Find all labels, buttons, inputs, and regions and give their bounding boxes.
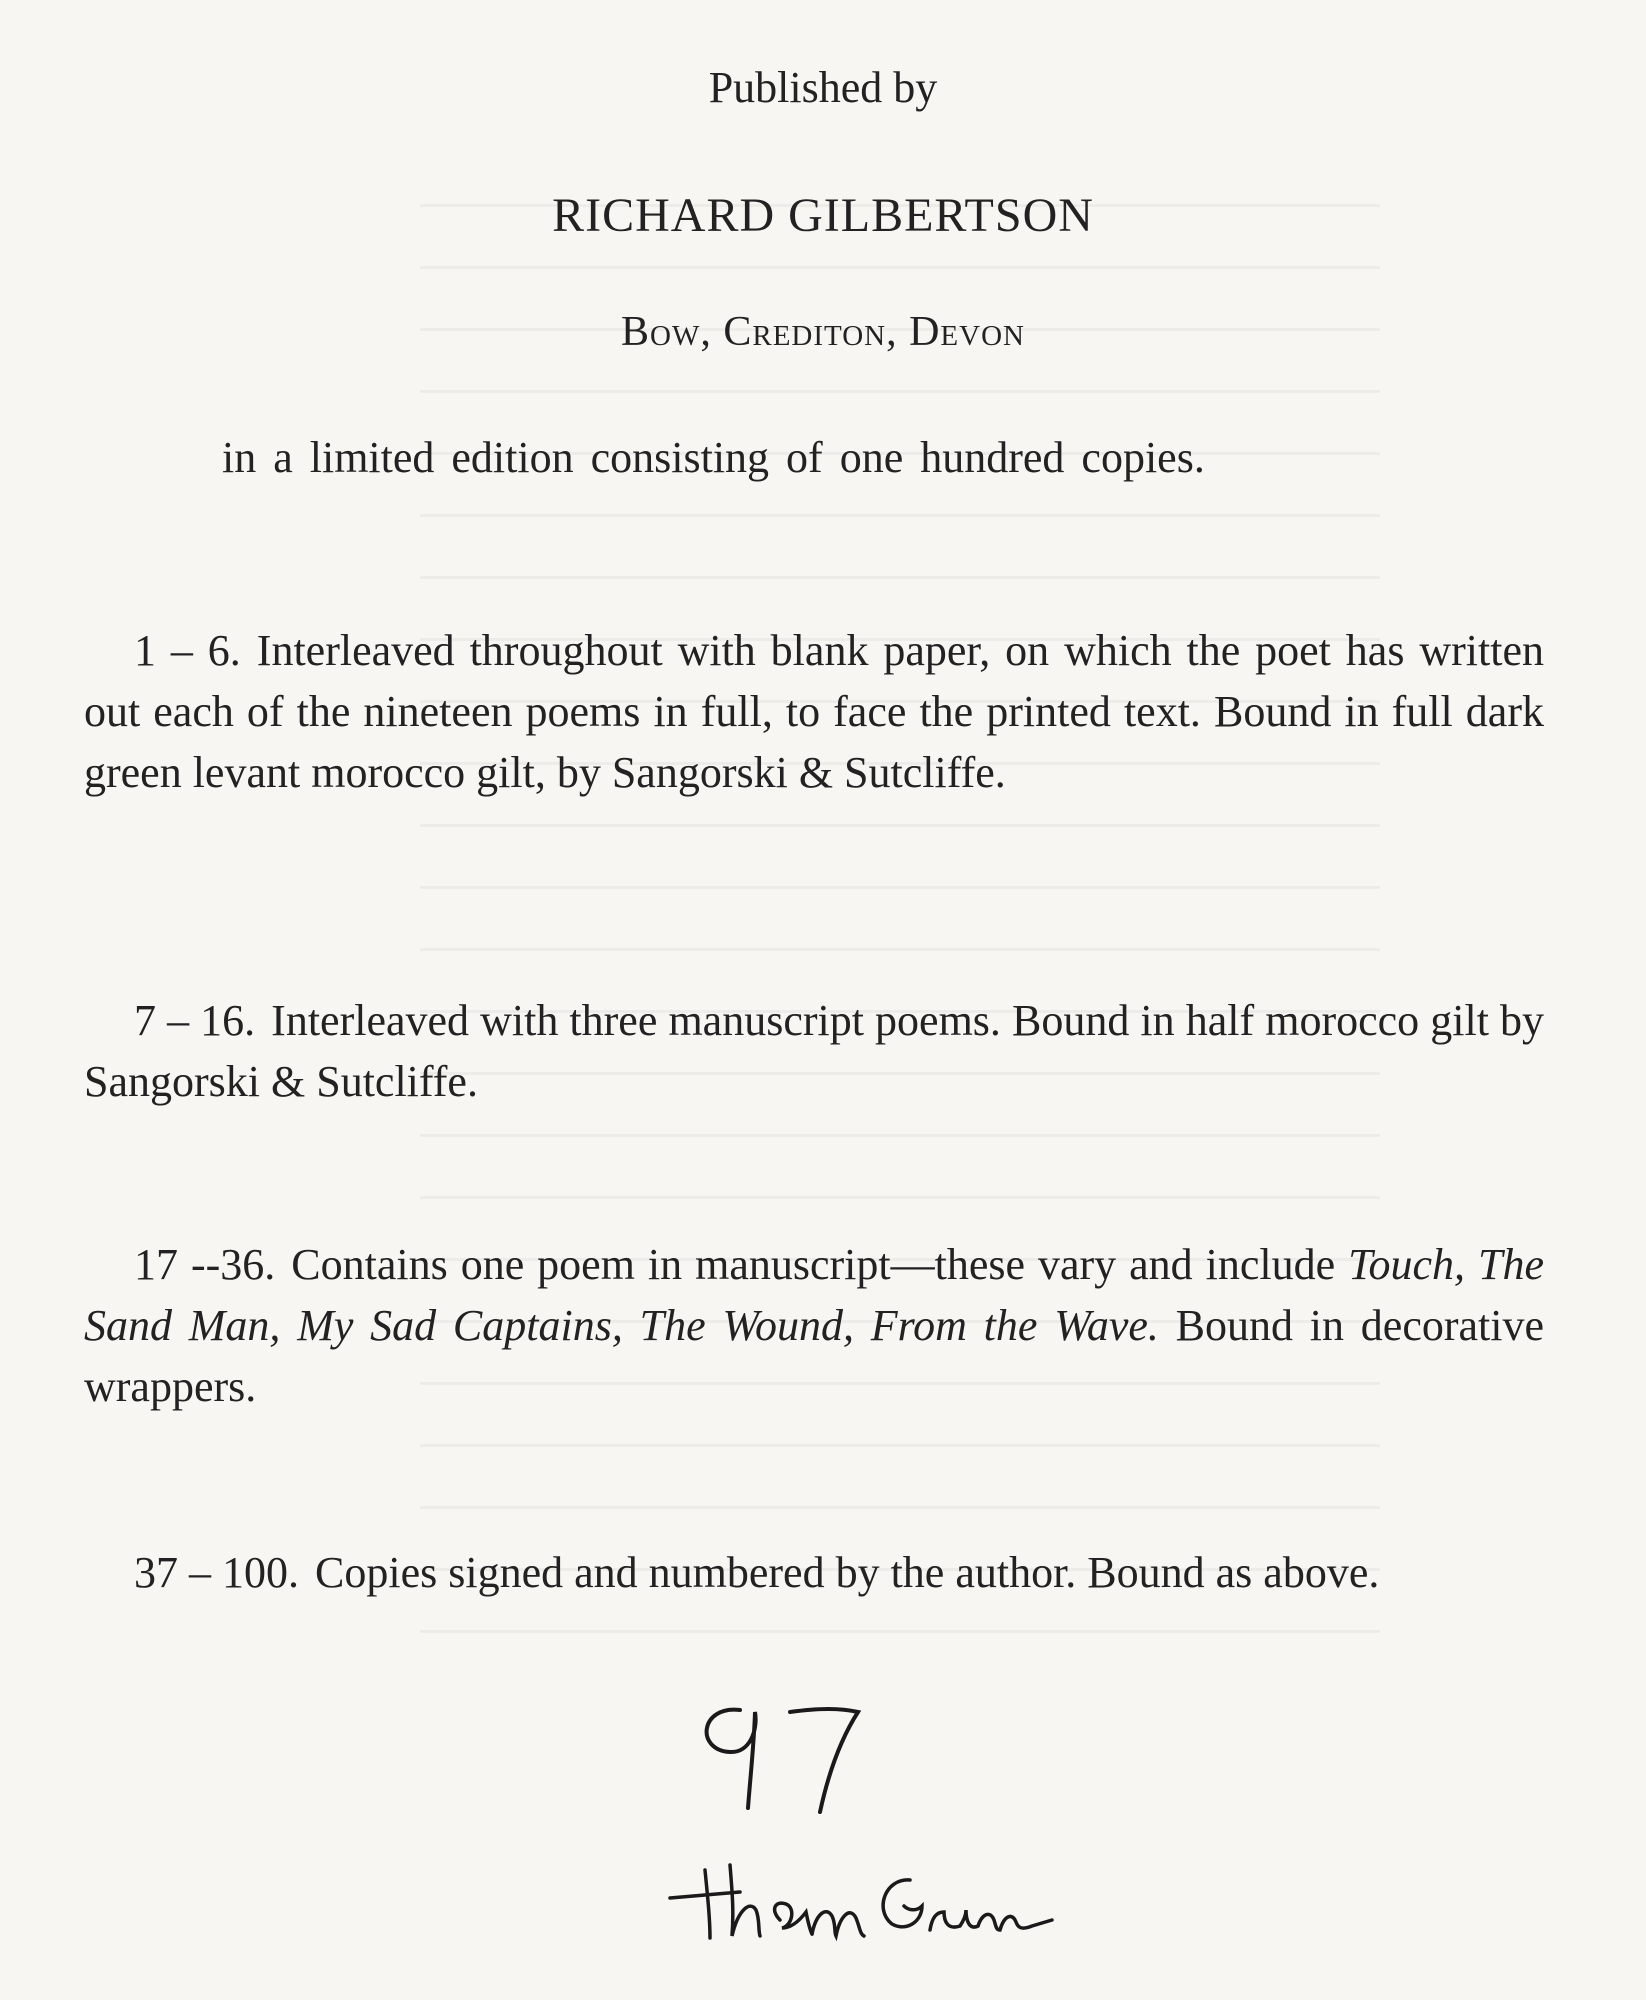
- publisher-name: RICHARD GILBERTSON: [552, 189, 1094, 242]
- entry-text: Contains one poem in manuscript—these vary and include: [291, 1240, 1336, 1289]
- poem-titles: Touch, The Sand Man, My Sad Captains, The Wound, From the Wave.: [84, 1240, 1545, 1350]
- edition-entry-1: [84, 620, 1544, 803]
- entry-number: 17 --36.: [134, 1240, 276, 1289]
- edition-entry-3: [84, 1234, 1544, 1417]
- entry-number: 7 – 16.: [134, 996, 256, 1045]
- author-signature: [660, 1840, 1060, 1950]
- entry-number: 1 – 6.: [134, 626, 241, 675]
- edition-entry-4: [84, 1542, 1544, 1603]
- publisher-address: Bow, Crediton, Devon: [621, 309, 1025, 355]
- edition-statement: in a limited edition consisting of one hundred copies.: [222, 433, 1205, 482]
- entry-text-after: Bound in decorative wrappers.: [84, 1301, 1545, 1411]
- entry-text: Interleaved throughout with blank paper, on which the poet has written out each of the nineteen poems in full, to face the printed text. Bound in full dark green levant morocco gilt, by Sangorski & Sutcliffe.: [84, 626, 1544, 797]
- edition-entry-2: [84, 990, 1544, 1112]
- entry-text: Interleaved with three manuscript poems. Bound in half morocco gilt by Sangorski & Sutcliffe.: [84, 996, 1544, 1106]
- show-through-text: [420, 160, 1380, 1660]
- entry-number: 37 – 100.: [134, 1548, 299, 1597]
- entry-text: Copies signed and numbered by the author. Bound as above.: [315, 1548, 1380, 1597]
- handwritten-copy-number: [680, 1690, 880, 1820]
- published-by-label: Published by: [708, 63, 938, 112]
